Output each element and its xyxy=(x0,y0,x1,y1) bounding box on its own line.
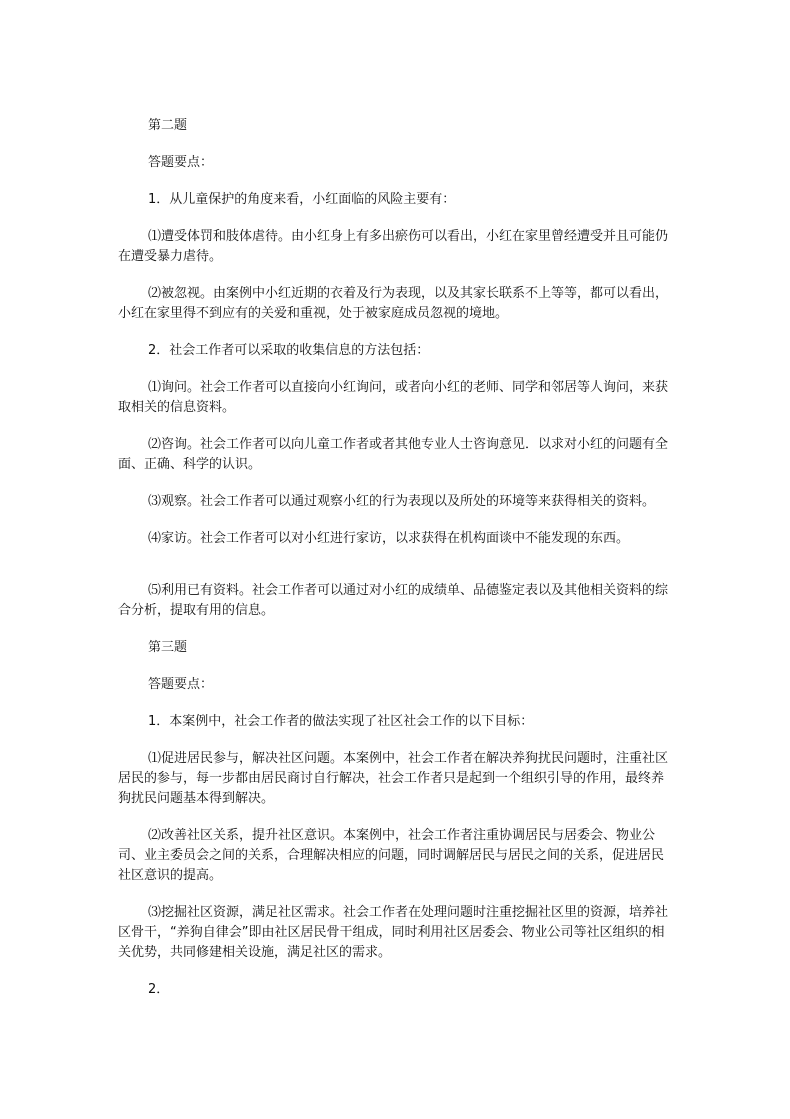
section2-question1: 1．从儿童保护的角度来看，小红面临的风险主要有： xyxy=(148,192,456,207)
section2-key-points-label: 答题要点： xyxy=(148,155,214,170)
section2-question2: 2．社会工作者可以采取的收集信息的方法包括： xyxy=(148,343,430,358)
section3-q1-item-1: ⑴促进居民参与，解决社区问题。本案例中，社会工作者在解决养狗扰民问题时，注重社区居民的参与，每一步都由居民商讨自行解决，社会工作者只是起到一个组织引导的作用，最终养狗扰民问题基本得到解决。 xyxy=(118,751,669,806)
section3-q1-item-3: ⑶挖掘社区资源，满足社区需求。社会工作者在处理问题时注重挖掘社区里的资源，培养社区骨干，“养狗自律会”即由社区居民骨干组成，同时利用社区居委会、物业公司等社区组织的相关优势，共同修建相关设施，满足社区的需求。 xyxy=(118,905,669,960)
section3-question1: 1．本案例中，社会工作者的做法实现了社区社会工作的以下目标： xyxy=(148,714,534,729)
section2-title: 第二题 xyxy=(148,118,188,133)
section2-q1-item-2: ⑵被忽视。由案例中小红近期的衣着及行为表现，以及其家长联系不上等等，都可以看出，小红在家里得不到应有的关爱和重视，处于被家庭成员忽视的境地。 xyxy=(118,286,669,321)
section3-title: 第三题 xyxy=(148,640,188,655)
section3-question2: 2． xyxy=(148,982,170,997)
section2-q2-item-2: ⑵咨询。社会工作者可以向儿童工作者或者其他专业人士咨询意见．以求对小红的问题有全面、正确、科学的认识。 xyxy=(118,437,669,472)
section2-q2-item-1: ⑴询问。社会工作者可以直接向小红询问，或者向小红的老师、同学和邻居等人询问，来获取相关的信息资料。 xyxy=(118,380,669,415)
section2-q1-item-1: ⑴遭受体罚和肢体虐待。由小红身上有多出瘀伤可以看出，小红在家里曾经遭受并且可能仍在遭受暴力虐待。 xyxy=(118,229,669,264)
section3-key-points-label: 答题要点： xyxy=(148,677,214,692)
section2-q2-item-5: ⑸利用已有资料。社会工作者可以通过对小红的成绩单、品德鉴定表以及其他相关资料的综合分析，提取有用的信息。 xyxy=(118,583,669,618)
document-page xyxy=(118,116,671,1017)
section2-q2-item-4: ⑷家访。社会工作者可以对小红进行家访，以求获得在机构面谈中不能发现的东西。 xyxy=(148,531,630,546)
section2-q2-item-3: ⑶观察。社会工作者可以通过观察小红的行为表现以及所处的环境等来获得相关的资料。 xyxy=(148,494,656,509)
section3-q1-item-2: ⑵改善社区关系，提升社区意识。本案例中，社会工作者注重协调居民与居委会、物业公司、业主委员会之间的关系，合理解决相应的问题，同时调解居民与居民之间的关系，促进居民社区意识的提高。 xyxy=(118,828,665,883)
